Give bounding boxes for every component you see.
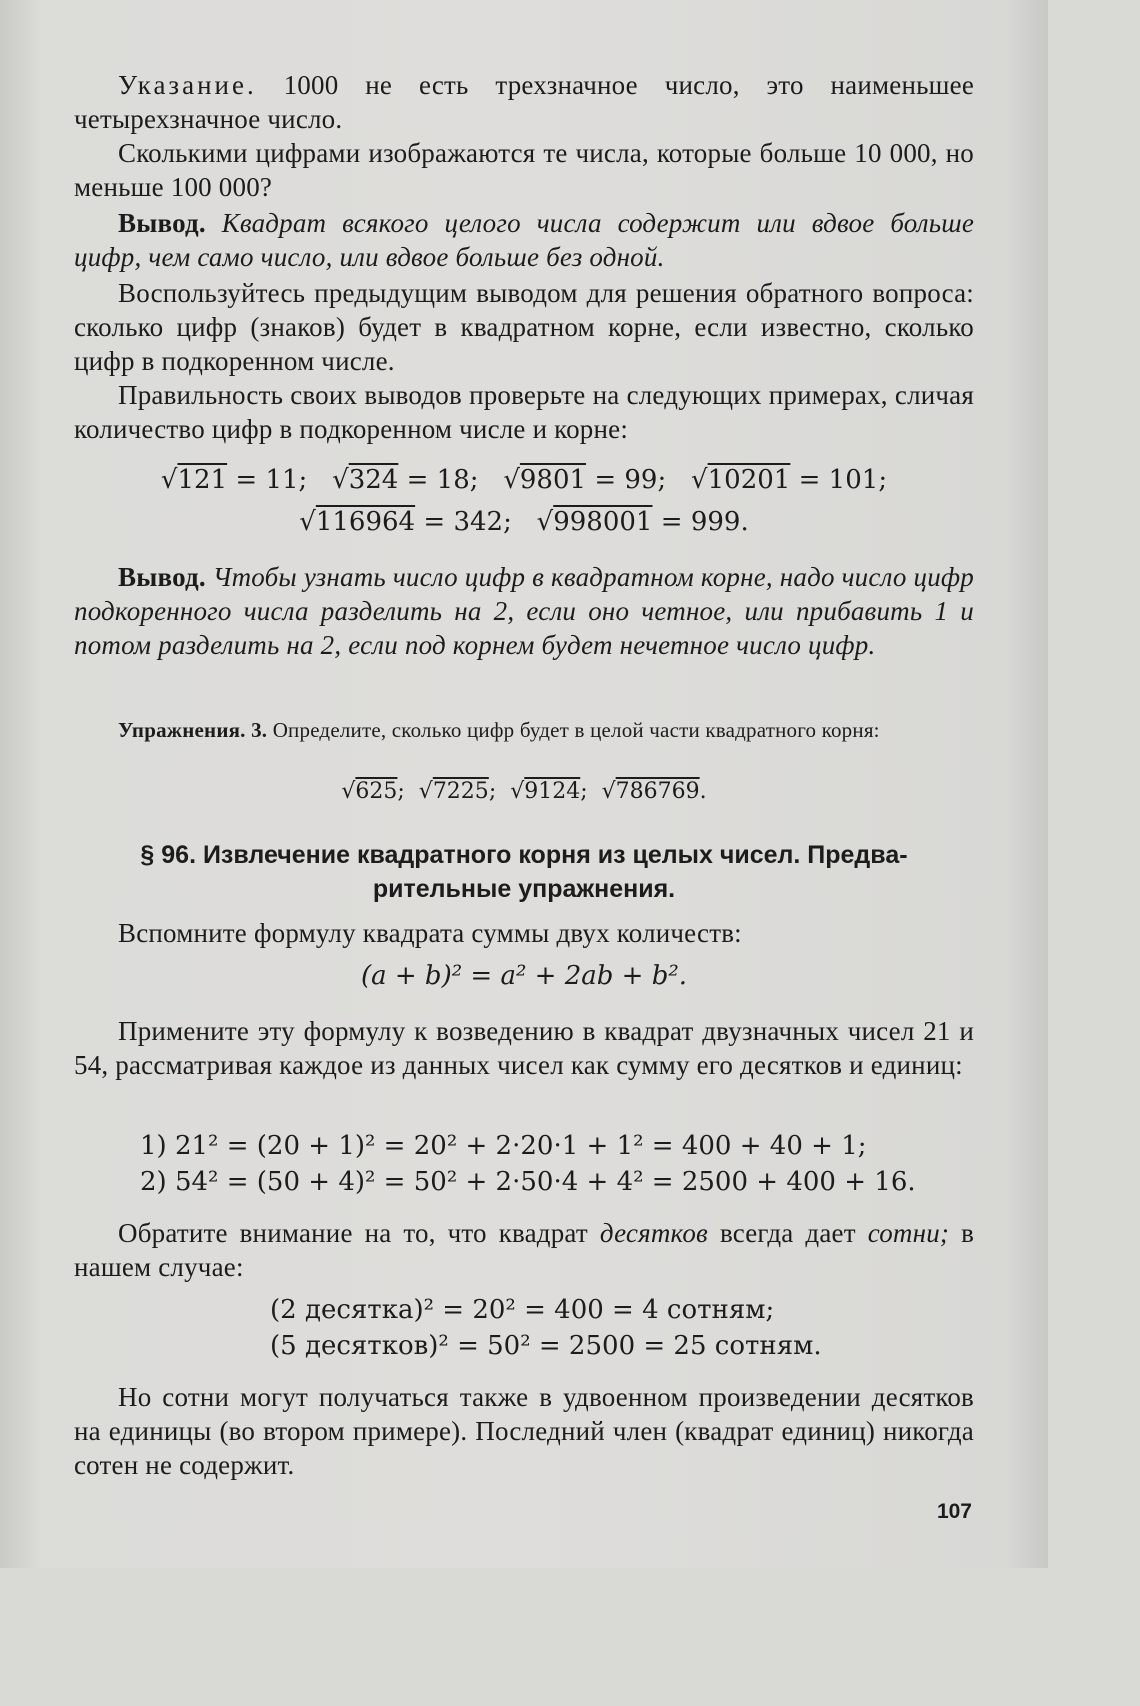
conclusion-paragraph-2: [74, 560, 974, 662]
root-example: √9801 = 99;: [503, 465, 667, 495]
exercise-text: Определите, сколько цифр будет в целой части квадратного корня:: [272, 718, 880, 742]
square-sum-formula: (a + b)² = a² + 2ab + b².: [360, 961, 688, 991]
exercise-radicand: 786769: [615, 779, 700, 804]
exercise-radicands: √625; √7225; √9124; √786769.: [341, 779, 707, 804]
conclusion-text-2: Чтобы узнать число цифр в квадратном корне, надо число цифр подкоренного числа разделить на 2, если оно четное, или прибавить 1 и потом разделить на 2, если под корнем будет нечетное число цифр.: [74, 562, 974, 660]
root-example: √121 = 11;: [160, 465, 308, 495]
inverse-question-paragraph: Воспользуйтесь предыдущим выводом для решения обратного вопроса: сколько цифр (знаков) будет в квадратном корне, если известно, сколько цифр в подкоренном числе.: [74, 278, 974, 376]
root-examples-line-2: [74, 504, 974, 540]
hint-text: 1000 не есть трехзначное число, это наименьшее четырехзначное число.: [74, 70, 974, 134]
squaring-example-2: 2) 54² = (50 + 4)² = 50² + 2·50·4 + 4² = 2500 + 400 + 16.: [140, 1167, 916, 1197]
question-paragraph: Сколькими цифрами изображаются те числа, которые больше 10 000, но меньше 100 000?: [74, 138, 974, 202]
apply-paragraph: Примените эту формулу к возведению в квадрат двузначных чисел 21 и 54, рассматривая каждое из данных чисел как сумму его десятков и единиц:: [74, 1016, 974, 1080]
conclusion-text-1: Квадрат всякого целого числа содержит или вдвое больше цифр, чем само число, или вдвое больше без одной.: [74, 208, 975, 272]
exercise-radicand: 7225: [432, 779, 489, 804]
recall-paragraph: Вспомните формулу квадрата суммы двух количеств:: [118, 918, 742, 948]
section-title: [74, 838, 974, 906]
conclusion-lead-1: Вывод.: [118, 208, 206, 238]
hint-paragraph: [74, 68, 974, 136]
exercise-paragraph: [74, 716, 974, 744]
tens-examples: [270, 1292, 822, 1364]
exercise-radicand: 9124: [524, 779, 581, 804]
root-example: √10201 = 101;: [691, 465, 888, 495]
tens-example-2: (5 десятков)² = 50² = 2500 = 25 сотням.: [270, 1331, 822, 1361]
exercise-lead: Упражнения. 3.: [118, 718, 268, 742]
page-number: 107: [936, 1500, 972, 1523]
exercise-radicand: 625: [355, 779, 398, 804]
root-example: √998001 = 999.: [536, 507, 749, 537]
conclusion-lead-2: Вывод.: [118, 562, 206, 592]
section-title-line-1: § 96. Извлечение квадратного корня из целых чисел. Предва-: [140, 841, 908, 869]
squaring-example-1: 1) 21² = (20 + 1)² = 20² + 2·20·1 + 1² = 400 + 40 + 1;: [140, 1131, 867, 1161]
check-paragraph: Правильность своих выводов проверьте на следующих примерах, сличая количество цифр в подкоренном числе и корне:: [74, 380, 974, 444]
hint-lead: Указание.: [118, 70, 257, 100]
conclusion-paragraph-1: [74, 206, 974, 274]
closing-paragraph: Но сотни могут получаться также в удвоенном произведении десятков на единицы (во втором примере). Последний член (квадрат единиц) никогда сотен не содержит.: [74, 1382, 974, 1480]
section-title-line-2: рительные упражнения.: [372, 875, 676, 903]
tens-example-1: (2 десятка)² = 20² = 400 = 4 сотням;: [270, 1295, 775, 1325]
root-examples-line-1: [74, 462, 974, 498]
root-example: √116964 = 342;: [299, 507, 512, 537]
root-example: √324 = 18;: [332, 465, 479, 495]
squaring-examples: [140, 1128, 916, 1200]
attention-paragraph: Обратите внимание на то, что квадрат десятков всегда дает сотни; в нашем случае:: [74, 1218, 975, 1282]
